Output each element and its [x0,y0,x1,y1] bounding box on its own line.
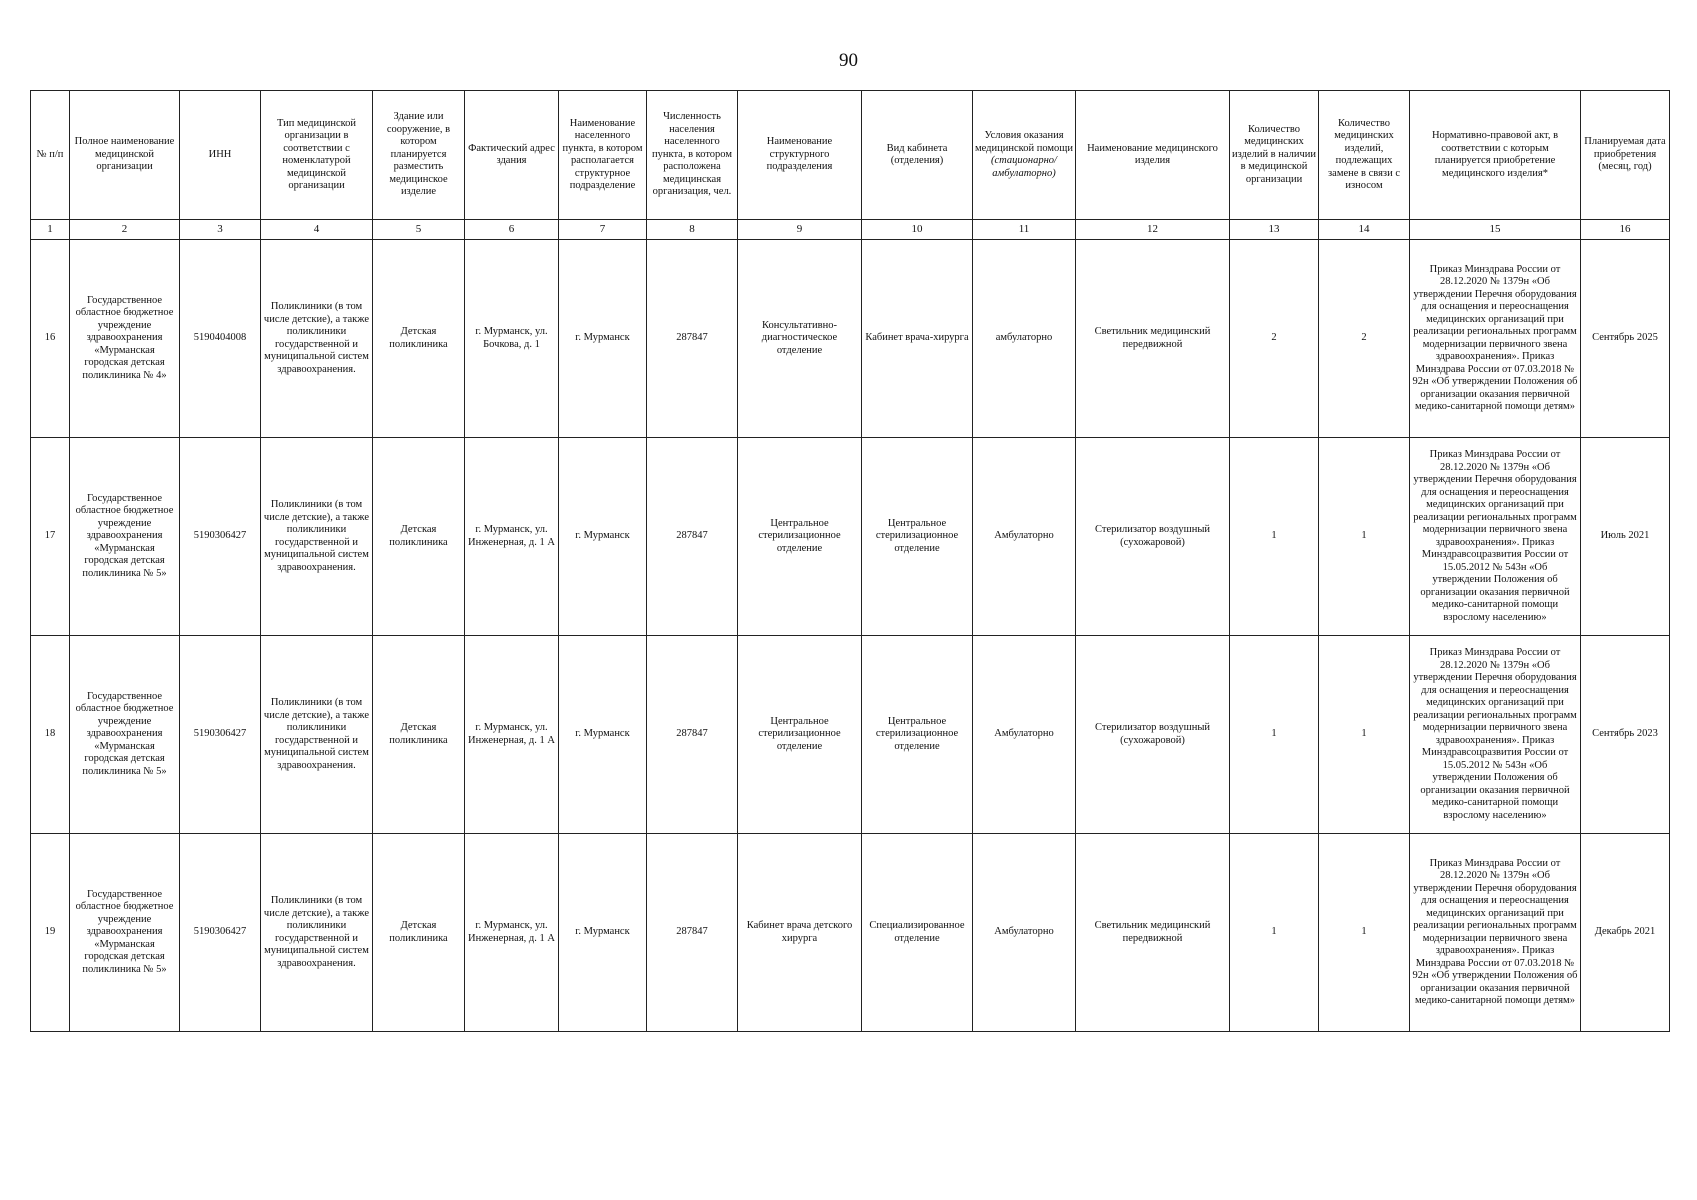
cell-locality: г. Мурманск [559,438,647,636]
cell-building: Детская поликлиника [373,240,465,438]
cell-act: Приказ Минздрава России от 28.12.2020 № 1379н «Об утверждении Перечня оборудования для оснащения и переоснащения медицинских организаций при реализации региональных программ модернизации первичного звена здравоохранения». Приказ Минздрава России от 07.03.2018 № 92н «Об утверждении Положения об организации оказания первичной медико-санитарной помощи детям» [1410,240,1581,438]
cell-locality: г. Мурманск [559,834,647,1032]
column-number: 9 [738,220,862,240]
table-row [31,834,1670,1032]
cell-qty-replace: 2 [1319,240,1410,438]
cell-inn: 5190306427 [180,636,261,834]
cell-building: Детская поликлиника [373,636,465,834]
cell-act: Приказ Минздрава России от 28.12.2020 № 1379н «Об утверждении Перечня оборудования для оснащения и переоснащения медицинских организаций при реализации региональных программ модернизации первичного звена здравоохранения». Приказ Минздравсоцразвития России от 15.05.2012 № 543н «Об утверждении Положения об организации оказания первичной медико-санитарной помощи взрослому населению» [1410,636,1581,834]
column-number: 12 [1076,220,1230,240]
cell-address: г. Мурманск, ул. Инженерная, д. 1 А [465,438,559,636]
header-cell: Тип медицинской организации в соответствии с номенклатурой медицинской организации [261,91,373,220]
column-number: 1 [31,220,70,240]
cell-qty-have: 1 [1230,834,1319,1032]
column-number: 4 [261,220,373,240]
header-cell-conditions [973,91,1076,220]
cell-date: Декабрь 2021 [1581,834,1670,1032]
header-cell: Наименование населенного пункта, в котором располагается структурное подразделение [559,91,647,220]
header-cell: Полное наименование медицинской организации [70,91,180,220]
cell-act: Приказ Минздрава России от 28.12.2020 № 1379н «Об утверждении Перечня оборудования для оснащения и переоснащения медицинских организаций при реализации региональных программ модернизации первичного звена здравоохранения». Приказ Минздрава России от 07.03.2018 № 92н «Об утверждении Положения об организации оказания первичной медико-санитарной помощи детям» [1410,834,1581,1032]
header-cell: Вид кабинета (отделения) [862,91,973,220]
cell-org: Государственное областное бюджетное учреждение здравоохранения «Мурманская городская детская поликлиника № 5» [70,438,180,636]
cell-conditions: амбулаторно [973,240,1076,438]
cell-inn: 5190306427 [180,834,261,1032]
column-number: 3 [180,220,261,240]
cell-population: 287847 [647,834,738,1032]
header-cell: Нормативно-правовой акт, в соответствии с которым планируется приобретение медицинского изделия* [1410,91,1581,220]
cell-org: Государственное областное бюджетное учреждение здравоохранения «Мурманская городская детская поликлиника № 5» [70,834,180,1032]
cell-population: 287847 [647,240,738,438]
cell-type: Поликлиники (в том числе детские), а также поликлиники государственной и муниципальной систем здравоохранения. [261,636,373,834]
cell-org: Государственное областное бюджетное учреждение здравоохранения «Мурманская городская детская поликлиника № 5» [70,636,180,834]
cell-date: Сентябрь 2023 [1581,636,1670,834]
header-text: Условия оказания медицинской помощи [975,130,1073,154]
table-row [31,636,1670,834]
cell-division: Консультативно-диагностическое отделение [738,240,862,438]
header-cell: Фактический адрес здания [465,91,559,220]
header-row [31,91,1670,220]
header-cell: ИНН [180,91,261,220]
cell-qty-replace: 1 [1319,438,1410,636]
header-cell: № п/п [31,91,70,220]
cell-address: г. Мурманск, ул. Бочкова, д. 1 [465,240,559,438]
cell-address: г. Мурманск, ул. Инженерная, д. 1 А [465,834,559,1032]
column-number: 14 [1319,220,1410,240]
cell-locality: г. Мурманск [559,240,647,438]
cell-conditions: Амбулаторно [973,834,1076,1032]
header-cell: Здание или сооружение, в котором планируется разместить медицинское изделие [373,91,465,220]
column-number: 13 [1230,220,1319,240]
cell-num: 18 [31,636,70,834]
cell-device: Светильник медицинский передвижной [1076,240,1230,438]
cell-qty-have: 2 [1230,240,1319,438]
equipment-table [30,90,1670,1032]
header-italic-note: (стационарно/ амбулаторно) [991,155,1057,179]
column-number: 8 [647,220,738,240]
cell-type: Поликлиники (в том числе детские), а также поликлиники государственной и муниципальной систем здравоохранения. [261,834,373,1032]
cell-qty-replace: 1 [1319,636,1410,834]
cell-type: Поликлиники (в том числе детские), а также поликлиники государственной и муниципальной систем здравоохранения. [261,438,373,636]
page-number: 90 [839,50,858,71]
cell-conditions: Амбулаторно [973,636,1076,834]
cell-division: Центральное стерилизационное отделение [738,636,862,834]
cell-building: Детская поликлиника [373,438,465,636]
cell-qty-have: 1 [1230,636,1319,834]
cell-building: Детская поликлиника [373,834,465,1032]
column-number-row [31,220,1670,240]
cell-cabinet: Кабинет врача-хирурга [862,240,973,438]
cell-population: 287847 [647,636,738,834]
cell-cabinet: Центральное стерилизационное отделение [862,438,973,636]
cell-date: Сентябрь 2025 [1581,240,1670,438]
cell-num: 16 [31,240,70,438]
column-number: 15 [1410,220,1581,240]
header-cell: Количество медицинских изделий в наличии в медицинской организации [1230,91,1319,220]
cell-num: 17 [31,438,70,636]
column-number: 7 [559,220,647,240]
table-row [31,438,1670,636]
cell-date: Июль 2021 [1581,438,1670,636]
cell-inn: 5190404008 [180,240,261,438]
cell-inn: 5190306427 [180,438,261,636]
cell-device: Светильник медицинский передвижной [1076,834,1230,1032]
column-number: 11 [973,220,1076,240]
column-number: 10 [862,220,973,240]
cell-conditions: Амбулаторно [973,438,1076,636]
column-number: 16 [1581,220,1670,240]
cell-device: Стерилизатор воздушный (сухожаровой) [1076,636,1230,834]
header-cell: Планируемая дата приобретения (месяц, год) [1581,91,1670,220]
column-number: 6 [465,220,559,240]
cell-qty-replace: 1 [1319,834,1410,1032]
cell-act: Приказ Минздрава России от 28.12.2020 № 1379н «Об утверждении Перечня оборудования для оснащения и переоснащения медицинских организаций при реализации региональных программ модернизации первичного звена здравоохранения». Приказ Минздравсоцразвития России от 15.05.2012 № 543н «Об утверждении Положения об организации оказания первичной медико-санитарной помощи взрослому населению» [1410,438,1581,636]
cell-locality: г. Мурманск [559,636,647,834]
column-number: 2 [70,220,180,240]
cell-cabinet: Специализированное отделение [862,834,973,1032]
cell-division: Кабинет врача детского хирурга [738,834,862,1032]
cell-org: Государственное областное бюджетное учреждение здравоохранения «Мурманская городская детская поликлиника № 4» [70,240,180,438]
column-number: 5 [373,220,465,240]
cell-num: 19 [31,834,70,1032]
cell-population: 287847 [647,438,738,636]
cell-type: Поликлиники (в том числе детские), а также поликлиники государственной и муниципальной систем здравоохранения. [261,240,373,438]
cell-device: Стерилизатор воздушный (сухожаровой) [1076,438,1230,636]
cell-cabinet: Центральное стерилизационное отделение [862,636,973,834]
header-cell: Наименование медицинского изделия [1076,91,1230,220]
header-cell: Наименование структурного подразделения [738,91,862,220]
header-cell: Количество медицинских изделий, подлежащих замене в связи с износом [1319,91,1410,220]
header-cell: Численность населения населенного пункта, в котором расположена медицинская организация, чел. [647,91,738,220]
cell-address: г. Мурманск, ул. Инженерная, д. 1 А [465,636,559,834]
cell-division: Центральное стерилизационное отделение [738,438,862,636]
cell-qty-have: 1 [1230,438,1319,636]
table-row [31,240,1670,438]
